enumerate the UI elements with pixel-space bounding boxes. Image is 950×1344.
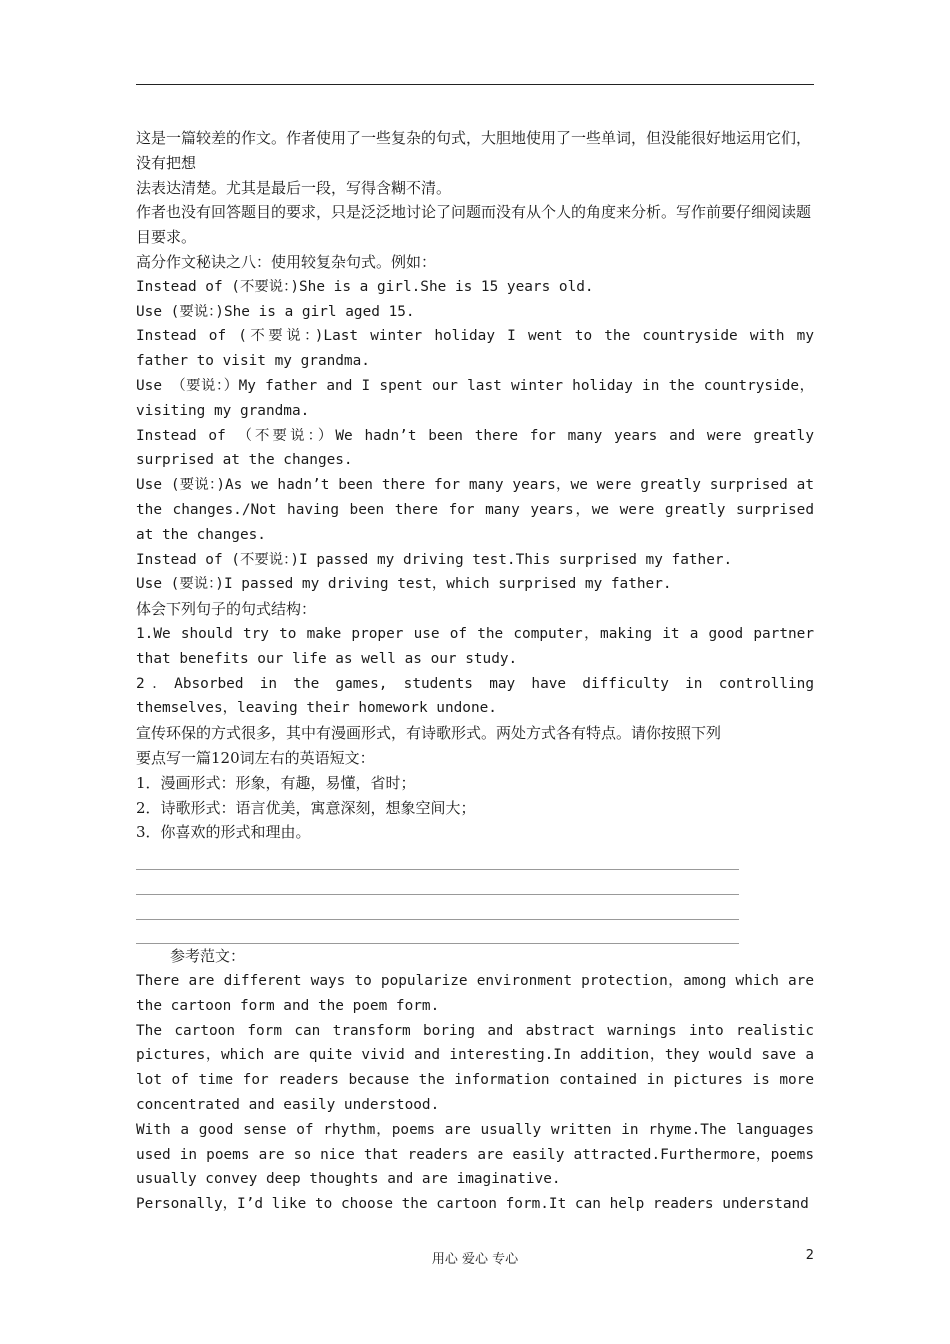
structure-sentence-1: 1.We should try to make proper use of the computer，making it a good partner that benefits our life as well as our study. xyxy=(136,625,814,667)
sample-paragraph-2: The cartoon form can transform boring and abstract warnings into realistic pictures，which are quite vivid and interesting.In addition，they would save a lot of time for readers because the information contained in pictures is more concentrated and easily understood. xyxy=(136,1022,814,1114)
page-content xyxy=(136,126,814,1217)
sample-paragraph-1: There are different ways to popularize environment protection，among which are the cartoon form and the poem form. xyxy=(136,973,814,1014)
review-line-1: 这是一篇较差的作文。作者使用了一些复杂的句式，大胆地使用了一些单词，但没能很好地运用它们，没有把想 xyxy=(136,129,812,172)
tip-item: Use (要说：)I passed my driving test，which surprised my father. xyxy=(136,576,672,593)
tip-item: Use (要说：)She is a girl aged 15. xyxy=(136,303,415,320)
tip-item: Instead of (不要说：)I passed my driving test.This surprised my father. xyxy=(136,551,733,568)
answer-line xyxy=(136,895,739,920)
tip-item: Instead of (不要说：)She is a girl.She is 15 years old. xyxy=(136,278,594,295)
tip-item: Instead of (不要说：)Last winter holiday I went to the countryside with my father to visit my grandma. xyxy=(136,328,814,370)
task-line-1: 宣传环保的方式很多，其中有漫画形式，有诗歌形式。两处方式各有特点。请你按照下列 xyxy=(136,724,722,743)
task-point-1: 1．漫画形式：形象，有趣，易懂，省时； xyxy=(136,773,416,792)
tip-item: Use （要说：）My father and I spent our last winter holiday in the countryside，visiting my grandma. xyxy=(136,377,814,419)
tips-heading: 高分作文秘诀之八：使用较复杂句式。例如： xyxy=(136,252,437,271)
answer-line xyxy=(136,920,739,945)
review-line-2: 法表达清楚。尤其是最后一段，写得含糊不清。 xyxy=(136,178,452,197)
review-line-3: 作者也没有回答题目的要求，只是泛泛地讨论了问题而没有从个人的角度来分析。写作前要仔细阅读题目要求。 xyxy=(136,203,812,247)
tip-item: Instead of （不要说：）We hadn’t been there for many years and were greatly surprised at the changes. xyxy=(136,427,814,469)
footer-motto: 用心 爱心 专心 xyxy=(431,1252,519,1267)
structures-heading: 体会下列句子的句式结构： xyxy=(136,600,317,619)
answer-line xyxy=(136,845,739,870)
sample-heading: 参考范文： xyxy=(170,947,246,966)
header-rule xyxy=(136,84,814,85)
sample-paragraph-3: With a good sense of rhythm，poems are usually written in rhyme.The languages used in poems are so nice that readers are easily attracted.Furthermore，poems usually convey deep thoughts and are imaginative. xyxy=(136,1121,814,1188)
sample-paragraph-4: Personally，I’d like to choose the cartoon form.It can help readers understand xyxy=(136,1196,809,1213)
task-point-3: 3．你喜欢的形式和理由。 xyxy=(136,823,311,842)
task-point-2: 2．诗歌形式：语言优美，寓意深刻，想象空间大； xyxy=(136,798,476,817)
task-line-2: 要点写一篇120词左右的英语短文： xyxy=(136,748,375,767)
page-number: 2 xyxy=(805,1248,814,1263)
structure-sentence-2: 2．Absorbed in the games, students may have difficulty in controlling themselves，leaving their homework undone. xyxy=(136,675,814,717)
tip-item: Use (要说：)As we hadn’t been there for many years，we were greatly surprised at the changes./Not having been there for many years，we were greatly surprised at the changes. xyxy=(136,477,814,543)
answer-line xyxy=(136,870,739,895)
